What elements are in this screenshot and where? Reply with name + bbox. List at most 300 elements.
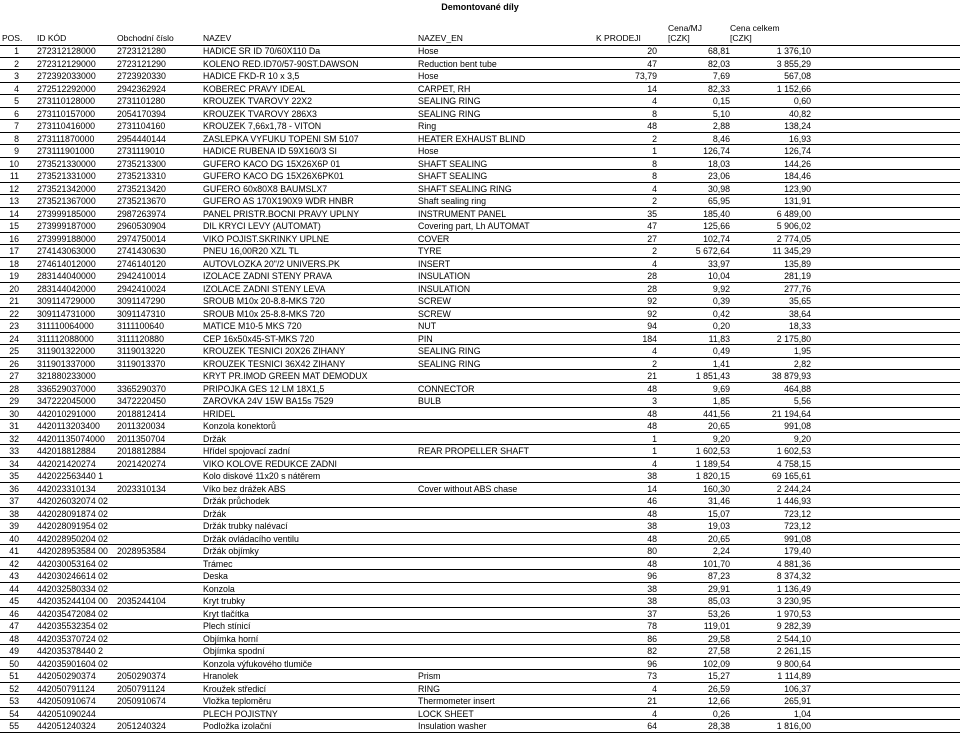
cell-id-kod: 283144042000 — [37, 283, 96, 294]
table-row — [0, 470, 960, 483]
cell-obchodni-cislo: 2735213300 — [117, 158, 166, 169]
cell-k-prodeji: 37 — [647, 608, 657, 619]
cell-id-kod: 442035244104 00 — [37, 596, 108, 606]
cell-cena-celkem: 106,37 — [784, 683, 811, 694]
cell-nazev: DIL KRYCI LEVY (AUTOMAT) — [203, 221, 321, 231]
cell-cena-celkem: 126,74 — [784, 146, 811, 156]
cell-pos: 22 — [9, 308, 19, 319]
cell-pos: 43 — [9, 571, 19, 581]
cell-pos: 47 — [9, 621, 19, 631]
cell-id-kod: 273999188000 — [37, 233, 96, 244]
cell-k-prodeji: 35 — [647, 208, 657, 219]
cell-nazev: KROUZEK 7,66x1,78 - VITON — [203, 121, 322, 131]
cell-pos: 49 — [9, 646, 19, 656]
cell-k-prodeji: 47 — [647, 58, 657, 69]
cell-cena-celkem: 35,65 — [788, 296, 811, 306]
table-row — [0, 295, 960, 308]
cell-pos: 17 — [9, 246, 19, 256]
cell-cena-mj: 185,40 — [703, 208, 730, 219]
cell-obchodni-cislo: 2011350704 — [117, 433, 166, 444]
cell-id-kod: 274143063000 — [37, 246, 96, 256]
cell-nazev-en: TYRE — [418, 246, 442, 256]
cell-obchodni-cislo: 2723920330 — [117, 71, 166, 81]
cell-cena-celkem: 144,26 — [784, 158, 811, 169]
table-row — [0, 445, 960, 458]
cell-cena-mj: 1,41 — [712, 358, 730, 369]
table-row — [0, 220, 960, 233]
cell-nazev: ZAROVKA 24V 15W BA15s 7529 — [203, 396, 334, 406]
cell-nazev: Kolo diskové 11x20 s nátěrem — [203, 471, 321, 481]
cell-cena-mj: 102,09 — [703, 658, 730, 669]
cell-nazev-en: SEALING RING — [418, 346, 481, 356]
table-row — [0, 283, 960, 296]
cell-k-prodeji: 2 — [652, 246, 657, 256]
cell-k-prodeji: 96 — [647, 658, 657, 669]
cell-k-prodeji: 28 — [647, 283, 657, 294]
table-row — [0, 95, 960, 108]
cell-id-kod: 273521331000 — [37, 171, 96, 181]
cell-pos: 37 — [9, 496, 19, 506]
cell-cena-celkem: 991,08 — [784, 533, 811, 544]
table-row — [0, 183, 960, 196]
table-row — [0, 170, 960, 183]
cell-nazev-en: INSERT — [418, 258, 451, 269]
cell-cena-celkem: 138,24 — [784, 121, 811, 131]
cell-cena-mj: 119,01 — [703, 621, 730, 631]
cell-cena-mj: 30,98 — [707, 183, 730, 194]
cell-cena-celkem: 991,08 — [784, 421, 811, 431]
cell-cena-mj: 0,15 — [712, 96, 730, 106]
cell-id-kod: 311110064000 — [37, 321, 94, 331]
cell-nazev-en: Covering part, Lh AUTOMAT — [418, 221, 530, 231]
cell-id-kod: 442032580334 02 — [37, 583, 108, 594]
cell-nazev-en: SHAFT SEALING — [418, 158, 488, 169]
cell-nazev: KOLENO RED.ID70/57-90ST.DAWSON — [203, 58, 359, 69]
cell-id-kod: 336529037000 — [37, 383, 96, 394]
cell-nazev: Držák objímky — [203, 546, 259, 556]
cell-nazev: HRIDEL — [203, 408, 236, 419]
cell-nazev: Vložka teploměru — [203, 696, 271, 706]
cell-id-kod: 442035901604 02 — [37, 658, 108, 669]
cell-nazev-en: INSULATION — [418, 283, 471, 294]
cell-id-kod: 311901337000 — [37, 358, 96, 369]
cell-k-prodeji: 21 — [647, 371, 657, 381]
table-row — [0, 670, 960, 683]
cell-k-prodeji: 73 — [647, 671, 657, 681]
cell-id-kod: 442010291000 — [37, 408, 96, 419]
cell-nazev-en: NUT — [418, 321, 437, 331]
cell-obchodni-cislo: 2021420274 — [117, 458, 166, 469]
cell-cena-celkem: 1 136,49 — [776, 583, 811, 594]
cell-pos: 42 — [9, 558, 19, 569]
cell-cena-mj: 20,65 — [707, 421, 730, 431]
cell-cena-mj: 0,49 — [712, 346, 730, 356]
table-header — [0, 23, 960, 46]
cell-id-kod: 442028950204 02 — [37, 533, 108, 544]
cell-cena-mj: 2,24 — [712, 546, 730, 556]
cell-cena-mj: 85,03 — [707, 596, 730, 606]
table-row — [0, 233, 960, 246]
cell-obchodni-cislo: 3111100640 — [117, 321, 164, 331]
cell-id-kod: 442035378440 2 — [37, 646, 104, 656]
cell-nazev: Podložka izolační — [203, 721, 272, 731]
cell-id-kod: 273111901000 — [37, 146, 95, 156]
cell-cena-mj: 1 820,15 — [695, 471, 730, 481]
cell-pos: 44 — [9, 583, 19, 594]
table-row — [0, 595, 960, 608]
cell-cena-celkem: 265,91 — [784, 696, 811, 706]
cell-id-kod: 442018812884 — [37, 446, 96, 456]
cell-nazev: Držák — [203, 433, 226, 444]
cell-cena-mj: 125,66 — [703, 221, 730, 231]
cell-nazev: Deska — [203, 571, 228, 581]
cell-obchodni-cislo: 3365290370 — [117, 383, 166, 394]
cell-nazev: Konzola — [203, 583, 235, 594]
cell-k-prodeji: 4 — [652, 683, 657, 694]
cell-nazev-en: Hose — [418, 146, 439, 156]
cell-obchodni-cislo: 2723121290 — [117, 58, 166, 69]
cell-k-prodeji: 2 — [652, 196, 657, 206]
table-row — [0, 508, 960, 521]
cell-k-prodeji: 64 — [647, 721, 657, 731]
table-row — [0, 383, 960, 396]
cell-id-kod: 309114729000 — [37, 296, 96, 306]
cell-k-prodeji: 48 — [647, 558, 657, 569]
cell-cena-celkem: 464,88 — [784, 383, 811, 394]
cell-nazev: ZASLEPKA VYFUKU TOPENI SM 5107 — [203, 133, 359, 144]
cell-id-kod: 347222045000 — [37, 396, 96, 406]
cell-k-prodeji: 2 — [652, 358, 657, 369]
cell-nazev: KROUZEK TESNICI 36X42 ZIHANY — [203, 358, 346, 369]
cell-cena-mj: 20,65 — [707, 533, 730, 544]
cell-pos: 15 — [9, 221, 19, 231]
cell-pos: 6 — [14, 108, 19, 119]
table-row — [0, 495, 960, 508]
cell-nazev-en: HEATER EXHAUST BLIND — [418, 133, 526, 144]
table-row — [0, 458, 960, 471]
table-row — [0, 270, 960, 283]
cell-cena-celkem: 723,12 — [784, 521, 811, 531]
cell-pos: 20 — [9, 283, 19, 294]
cell-id-kod: 273999187000 — [37, 221, 96, 231]
cell-nazev-en: Reduction bent tube — [418, 58, 497, 69]
cell-id-kod: 321880233000 — [37, 371, 96, 381]
cell-obchodni-cislo: 2987263974 — [117, 208, 166, 219]
cell-nazev: CEP 16x50x45-ST-MKS 720 — [203, 333, 315, 344]
cell-pos: 25 — [9, 346, 19, 356]
document-title: Demontované díly — [441, 2, 519, 12]
cell-cena-mj: 19,03 — [707, 521, 730, 531]
cell-id-kod: 442035472084 02 — [37, 608, 108, 619]
cell-nazev-en: Hose — [418, 46, 439, 56]
cell-nazev: KROUZEK TVAROVY 22X2 — [203, 96, 313, 106]
cell-cena-celkem: 184,46 — [784, 171, 811, 181]
cell-id-kod: 442050290374 — [37, 671, 96, 681]
cell-cena-celkem: 2 774,05 — [776, 233, 811, 244]
cell-nazev: Plech stínicí — [203, 621, 251, 631]
cell-pos: 5 — [14, 96, 19, 106]
table-row — [0, 158, 960, 171]
cell-pos: 29 — [9, 396, 19, 406]
cell-obchodni-cislo: 2746140120 — [117, 258, 166, 269]
cell-obchodni-cislo: 2051240324 — [117, 721, 166, 731]
cell-k-prodeji: 48 — [647, 508, 657, 519]
cell-obchodni-cislo: 2731101280 — [117, 96, 166, 106]
cell-k-prodeji: 48 — [647, 121, 657, 131]
cell-cena-mj: 10,04 — [707, 271, 730, 281]
cell-nazev-en: REAR PROPELLER SHAFT — [418, 446, 529, 456]
table-row — [0, 570, 960, 583]
cell-k-prodeji: 48 — [647, 421, 657, 431]
cell-cena-celkem: 1 446,93 — [776, 496, 811, 506]
cell-nazev: HADICE RUBENA ID 59X160/3 SI — [203, 146, 337, 156]
cell-id-kod: 309114731000 — [37, 308, 96, 319]
cell-obchodni-cislo: 2942410014 — [117, 271, 166, 281]
table-row — [0, 433, 960, 446]
cell-obchodni-cislo: 2018812884 — [117, 446, 166, 456]
cell-pos: 24 — [9, 333, 19, 344]
cell-id-kod: 442051240324 — [37, 721, 96, 731]
cell-cena-mj: 0,26 — [712, 708, 730, 719]
cell-id-kod: 442022563440 1 — [37, 471, 104, 481]
cell-pos: 4 — [14, 83, 19, 94]
table-row — [0, 708, 960, 721]
cell-id-kod: 311112088000 — [37, 333, 94, 344]
cell-id-kod: 273110128000 — [37, 96, 96, 106]
cell-pos: 38 — [9, 508, 19, 519]
cell-nazev: VIKO POJIST.SKRINKY UPLNE — [203, 233, 329, 244]
cell-obchodni-cislo: 2735213310 — [117, 171, 166, 181]
table-row — [0, 58, 960, 71]
cell-id-kod: 442026032074 02 — [37, 496, 108, 506]
cell-pos: 46 — [9, 608, 19, 619]
cell-cena-mj: 9,92 — [712, 283, 730, 294]
table-row — [0, 370, 960, 383]
cell-nazev: PANEL PRISTR.BOCNI PRAVY UPLNY — [203, 208, 360, 219]
cell-nazev: Kroužek středicí — [203, 683, 267, 694]
cell-nazev: Konzola výfukového tlumiče — [203, 658, 313, 669]
cell-nazev-en: INSTRUMENT PANEL — [418, 208, 507, 219]
cell-id-kod: 273110157000 — [37, 108, 96, 119]
cell-cena-celkem: 281,19 — [784, 271, 811, 281]
cell-pos: 2 — [14, 58, 19, 69]
cell-cena-mj: 82,33 — [707, 83, 730, 94]
cell-k-prodeji: 4 — [652, 258, 657, 269]
cell-id-kod: 273521367000 — [37, 196, 96, 206]
cell-obchodni-cislo: 2054170394 — [117, 108, 166, 119]
cell-cena-celkem: 3 230,95 — [776, 596, 811, 606]
cell-cena-mj: 82,03 — [707, 58, 730, 69]
cell-pos: 28 — [9, 383, 19, 394]
cell-cena-mj: 9,20 — [712, 433, 730, 444]
cell-nazev: GUFERO KACO DG 15X26X6PK01 — [203, 171, 344, 181]
cell-cena-mj: 15,07 — [707, 508, 730, 519]
table-row — [0, 45, 960, 58]
cell-k-prodeji: 4 — [652, 708, 657, 719]
header-cena-celkem: Cena celkem — [730, 23, 780, 33]
cell-obchodni-cislo: 2023310134 — [117, 483, 166, 494]
cell-nazev-en: Cover without ABS chase — [418, 483, 518, 494]
cell-nazev-en: Shaft sealing ring — [418, 196, 486, 206]
cell-cena-celkem: 4 758,15 — [776, 458, 811, 469]
cell-obchodni-cislo: 2731104160 — [117, 121, 166, 131]
cell-k-prodeji: 14 — [647, 483, 657, 494]
header-nazev-en: NAZEV_EN — [418, 33, 463, 43]
table-row — [0, 583, 960, 596]
cell-nazev: GUFERO KACO DG 15X26X6P 01 — [203, 158, 341, 169]
cell-nazev: PNEU 16,00R20 XZL TL — [203, 246, 299, 256]
cell-nazev: SROUB M10x 20-8.8-MKS 720 — [203, 296, 325, 306]
cell-pos: 7 — [14, 121, 19, 131]
cell-cena-mj: 15,27 — [707, 671, 730, 681]
cell-id-kod: 442030246614 02 — [37, 571, 108, 581]
cell-nazev: Držák ovládacího ventilu — [203, 533, 299, 544]
cell-obchodni-cislo: 3119013220 — [117, 346, 166, 356]
cell-cena-celkem: 8 374,32 — [776, 571, 811, 581]
cell-nazev: Víko bez drážek ABS — [203, 483, 286, 494]
cell-cena-mj: 1,85 — [712, 396, 730, 406]
cell-pos: 34 — [9, 458, 19, 469]
cell-obchodni-cislo: 2960530904 — [117, 221, 166, 231]
cell-nazev-en: SCREW — [418, 308, 451, 319]
cell-cena-mj: 29,91 — [707, 583, 730, 594]
cell-cena-mj: 87,23 — [707, 571, 730, 581]
cell-pos: 13 — [9, 196, 19, 206]
header-id: ID KÓD — [37, 33, 67, 43]
header-obchodni-cislo: Obchodní číslo — [117, 33, 174, 43]
cell-nazev-en: RING — [418, 683, 440, 694]
cell-cena-celkem: 2 175,80 — [776, 333, 811, 344]
cell-k-prodeji: 184 — [642, 333, 657, 344]
cell-id-kod: 442050791124 — [37, 683, 96, 694]
cell-id-kod: 442035532354 02 — [37, 621, 108, 631]
cell-cena-celkem: 723,12 — [784, 508, 811, 519]
cell-cena-mj: 7,69 — [712, 71, 730, 81]
cell-nazev: KOBEREC PRAVY IDEAL — [203, 83, 306, 94]
cell-cena-celkem: 2,82 — [793, 358, 811, 369]
cell-nazev-en: COVER — [418, 233, 450, 244]
cell-k-prodeji: 94 — [647, 321, 657, 331]
cell-k-prodeji: 4 — [652, 458, 657, 469]
cell-nazev: KROUZEK TVAROVY 286X3 — [203, 108, 317, 119]
cell-nazev: VIKO KOLOVE REDUKCE ZADNI — [203, 458, 337, 469]
cell-pos: 40 — [9, 533, 19, 544]
cell-nazev: Objímka horní — [203, 633, 259, 644]
cell-cena-celkem: 2 244,24 — [776, 483, 811, 494]
cell-nazev: HADICE FKD-R 10 x 3,5 — [203, 71, 300, 81]
table-row — [0, 633, 960, 646]
cell-k-prodeji: 38 — [647, 583, 657, 594]
cell-cena-mj: 33,97 — [707, 258, 730, 269]
cell-pos: 33 — [9, 446, 19, 456]
table-row — [0, 83, 960, 96]
cell-cena-celkem: 6 489,00 — [776, 208, 811, 219]
cell-pos: 54 — [9, 708, 19, 719]
cell-nazev: HADICE SR ID 70/60X110 Da — [203, 46, 321, 56]
cell-k-prodeji: 1 — [652, 146, 657, 156]
cell-cena-celkem: 1,95 — [793, 346, 811, 356]
cell-pos: 36 — [9, 483, 19, 494]
cell-nazev: KROUZEK TESNICI 20X26 ZIHANY — [203, 346, 346, 356]
table-row — [0, 620, 960, 633]
cell-cena-celkem: 5,56 — [793, 396, 811, 406]
table-row — [0, 395, 960, 408]
cell-k-prodeji: 28 — [647, 271, 657, 281]
cell-obchodni-cislo: 2050290374 — [117, 671, 166, 681]
cell-cena-mj: 101,70 — [703, 558, 730, 569]
cell-cena-celkem: 9 800,64 — [776, 658, 811, 669]
cell-obchodni-cislo: 3091147290 — [117, 296, 166, 306]
cell-id-kod: 272312129000 — [37, 58, 96, 69]
cell-id-kod: 442028091954 02 — [37, 521, 108, 531]
cell-cena-celkem: 135,89 — [784, 258, 811, 269]
cell-cena-celkem: 16,93 — [788, 133, 811, 144]
header-k-prodeji: K PRODEJI — [596, 33, 641, 43]
cell-k-prodeji: 21 — [647, 696, 657, 706]
cell-id-kod: 442028091874 02 — [37, 508, 108, 519]
cell-pos: 52 — [9, 683, 19, 694]
cell-obchodni-cislo: 2731119010 — [117, 146, 165, 156]
cell-nazev: PRIPOJKA GES 12 LM 18X1,5 — [203, 383, 325, 394]
cell-nazev: Hranolek — [203, 671, 239, 681]
cell-nazev-en: PIN — [418, 333, 433, 344]
cell-nazev-en: INSULATION — [418, 271, 471, 281]
cell-cena-mj: 1 189,54 — [695, 458, 730, 469]
cell-k-prodeji: 8 — [652, 171, 657, 181]
cell-nazev: Držák průchodek — [203, 496, 270, 506]
cell-nazev: PLECH POJISTNY — [203, 708, 278, 719]
cell-k-prodeji: 80 — [647, 546, 657, 556]
cell-cena-mj: 0,39 — [712, 296, 730, 306]
cell-obchodni-cislo: 3091147310 — [117, 308, 166, 319]
cell-nazev: IZOLACE ZADNI STENY LEVA — [203, 283, 326, 294]
cell-cena-celkem: 9,20 — [793, 433, 811, 444]
cell-id-kod: 442021420274 — [37, 458, 96, 469]
table-row — [0, 320, 960, 333]
cell-cena-celkem: 2 544,10 — [776, 633, 811, 644]
cell-k-prodeji: 73,79 — [634, 71, 657, 81]
cell-k-prodeji: 78 — [647, 621, 657, 631]
cell-pos: 11 — [9, 171, 19, 181]
cell-obchodni-cislo: 2050910674 — [117, 696, 166, 706]
cell-cena-celkem: 2 261,15 — [776, 646, 811, 656]
cell-k-prodeji: 1 — [652, 446, 657, 456]
cell-cena-mj: 126,74 — [703, 146, 730, 156]
cell-id-kod: 272392033000 — [37, 71, 96, 81]
cell-cena-celkem: 1 376,10 — [776, 46, 811, 56]
cell-id-kod: 273521330000 — [37, 158, 96, 169]
table-row — [0, 408, 960, 421]
cell-obchodni-cislo: 3119013370 — [117, 358, 166, 369]
table-row — [0, 558, 960, 571]
cell-pos: 39 — [9, 521, 19, 531]
cell-nazev-en: Insulation washer — [418, 721, 487, 731]
cell-k-prodeji: 48 — [647, 533, 657, 544]
table-row — [0, 658, 960, 671]
cell-nazev-en: SHAFT SEALING RING — [418, 183, 512, 194]
cell-pos: 23 — [9, 321, 19, 331]
cell-nazev: GUFERO 60x80X8 BAUMSLX7 — [203, 183, 328, 194]
table-row — [0, 133, 960, 146]
cell-k-prodeji: 4 — [652, 346, 657, 356]
cell-cena-celkem: 123,90 — [784, 183, 811, 194]
cell-nazev: IZOLACE ZADNI STENY PRAVA — [203, 271, 333, 281]
cell-cena-mj: 102,74 — [703, 233, 730, 244]
cell-cena-mj: 18,03 — [707, 158, 730, 169]
cell-id-kod: 311901322000 — [37, 346, 96, 356]
cell-k-prodeji: 4 — [652, 96, 657, 106]
cell-cena-mj: 26,59 — [707, 683, 730, 694]
